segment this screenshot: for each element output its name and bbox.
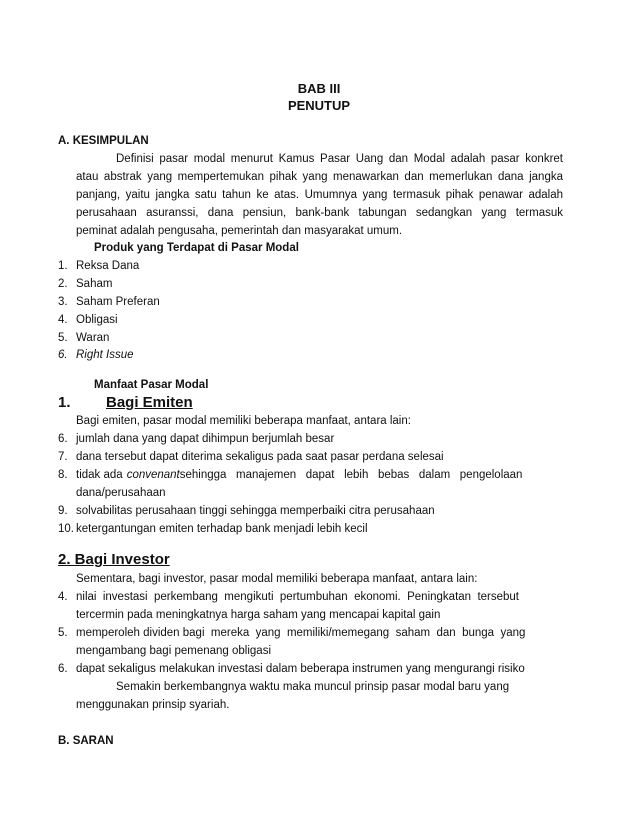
list-item: 5. Waran xyxy=(58,332,110,344)
emiten-intro: Bagi emiten, pasar modal memiliki beberapa manfaat, antara lain: xyxy=(76,415,411,427)
emiten-heading: 1. Bagi Emiten xyxy=(58,394,193,411)
list-item: 10. ketergantungan emiten terhadap bank menjadi lebih kecil xyxy=(58,523,368,535)
section-b-heading: B. SARAN xyxy=(58,735,114,747)
list-item-continuation: mengambang bagi pemenang obligasi xyxy=(76,645,272,657)
manfaat-heading: Manfaat Pasar Modal xyxy=(94,379,209,391)
investor-heading: 2. Bagi Investor xyxy=(58,551,170,568)
list-item: 7. dana tersebut dapat diterima sekaligus pada saat pasar perdana selesai xyxy=(58,451,444,463)
list-item: 1. Reksa Dana xyxy=(58,260,140,272)
list-item: 3. Saham Preferan xyxy=(58,296,160,308)
list-item: 6. dapat sekaligus melakukan investasi dalam beberapa instrumen yang mengurangi risiko xyxy=(58,663,525,675)
section-a-heading: A. KESIMPULAN xyxy=(58,135,149,147)
list-item: 4. nilai investasi perkembang mengikuti pertumbuhan ekonomi. Peningkatan tersebut xyxy=(58,591,520,603)
chapter-subtitle: PENUTUP xyxy=(287,98,351,113)
list-item: 8. tidak ada convenantsehingga manajemen dapat lebih bebas dalam pengelolaan xyxy=(58,469,523,481)
paragraph-line: Definisi pasar modal menurut Kamus Pasar Uang dan Modal adalah pasar konkret xyxy=(116,153,563,165)
list-item: 6. jumlah dana yang dapat dihimpun berjumlah besar xyxy=(58,433,335,445)
chapter-title: BAB III xyxy=(297,81,341,96)
list-item: 5. memperoleh dividen bagi mereka yang memiliki/memegang saham dan bunga yang xyxy=(58,627,526,639)
list-item: 2. Saham xyxy=(58,278,113,290)
list-item-continuation: dana/perusahaan xyxy=(76,487,166,499)
paragraph-line: peminat adalah pengusaha, pemerintah dan masyarakat umum. xyxy=(76,225,403,237)
closing-line: menggunakan prinsip syariah. xyxy=(76,699,230,711)
list-item: 6. Right Issue xyxy=(58,349,134,361)
list-item: 9. solvabilitas perusahaan tinggi sehingga memperbaiki citra perusahaan xyxy=(58,505,435,517)
paragraph-line: atau abstrak yang mempertemukan pihak yang menawarkan dan memerlukan dana jangka xyxy=(76,171,563,183)
list-item-continuation: tercermin pada meningkatnya harga saham yang mencapai kapital gain xyxy=(76,609,441,621)
list-item: 4. Obligasi xyxy=(58,314,118,326)
investor-intro: Sementara, bagi investor, pasar modal memiliki beberapa manfaat, antara lain: xyxy=(76,573,478,585)
produk-heading: Produk yang Terdapat di Pasar Modal xyxy=(94,242,299,254)
paragraph-line: perusahaan asuranssi, dana pensiun, bank-bank tabungan sedangkan yang termasuk xyxy=(76,207,563,219)
paragraph-line: panjang, yaitu jangka satu tahun ke atas. Umumnya yang termasuk pihak penawar adalah xyxy=(76,189,563,201)
closing-line: Semakin berkembangnya waktu maka muncul prinsip pasar modal baru yang xyxy=(116,681,510,693)
